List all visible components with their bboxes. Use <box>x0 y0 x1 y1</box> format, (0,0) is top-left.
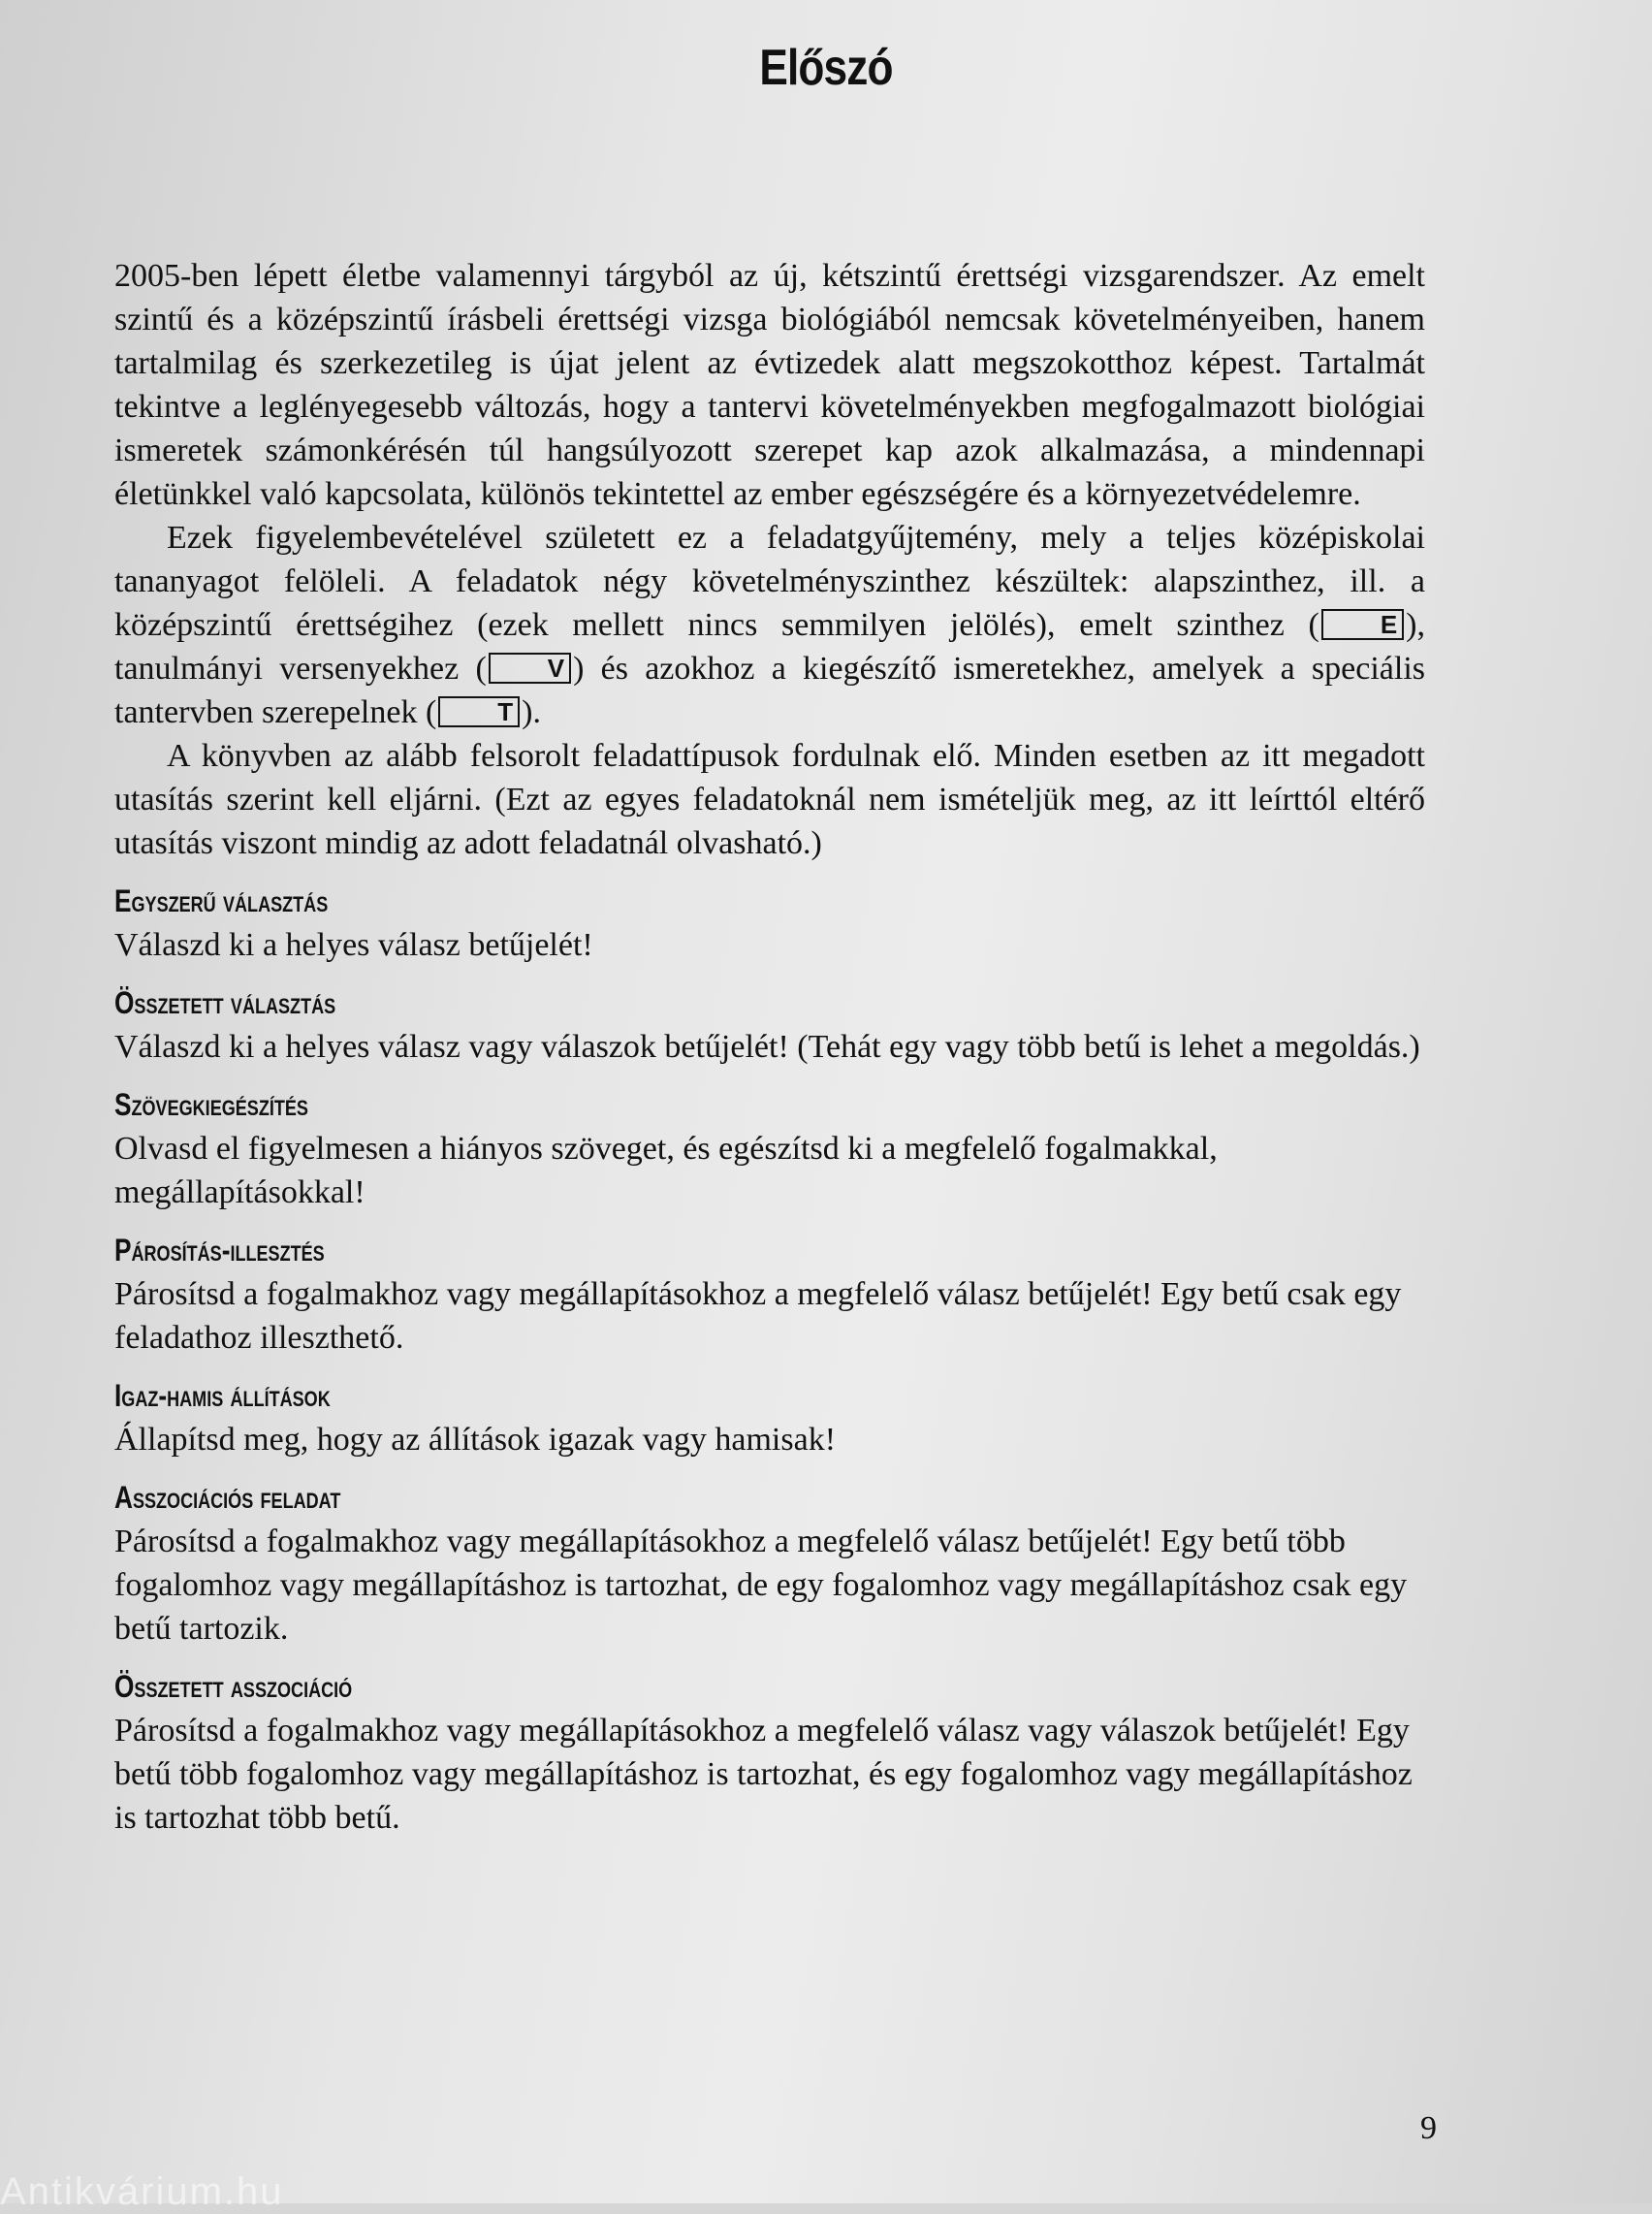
task-type-section <box>114 1230 1425 1360</box>
levels-text-2: ), tanulmányi versenyekhez ( <box>114 607 1425 687</box>
task-type-text: Olvasd el figyelmesen a hiányos szöveget, és egészítsd ki a megfelelő fogalmakkal, megállapításokkal! <box>114 1131 1218 1210</box>
task-type-heading: Asszociációs feladat <box>114 1480 341 1515</box>
levels-paragraph <box>114 516 1425 734</box>
task-type-text: Párosítsd a fogalmakhoz vagy megállapításokhoz a megfelelő válasz betűjelét! Egy betű több fogalomhoz vagy megállapításhoz is tartozhat, de egy fogalomhoz vagy megállapításhoz csak egy betű tartozik. <box>114 1524 1408 1647</box>
task-type-text: Párosítsd a fogalmakhoz vagy megállapításokhoz a megfelelő válasz vagy válaszok betűjelét! Egy betű több fogalomhoz vagy megállapításhoz is tartozhat, és egy fogalomhoz vagy megállapításhoz is tartozhat több betű. <box>114 1713 1413 1836</box>
level-badge-t: T <box>438 696 520 727</box>
task-type-text: Párosítsd a fogalmakhoz vagy megállapításokhoz a megfelelő válasz betűjelét! Egy betű csak egy feladathoz illeszthető. <box>114 1276 1402 1356</box>
instructions-paragraph: A könyvben az alább felsorolt feladattípusok fordulnak elő. Minden esetben az itt megadott utasítás szerint kell eljárni. (Ezt az egyes feladatoknál nem ismételjük meg, az itt leírttól eltérő utasítás viszont mindig az adott feladatnál olvasható.) <box>114 738 1425 861</box>
levels-text-3: ) és azokhoz a kiegészítő ismeretekhez, amelyek a speciális tantervben szerepelnek ( <box>114 651 1425 730</box>
task-type-heading: Párosítás-illesztés <box>114 1233 325 1267</box>
task-type-heading: Összetett választás <box>114 985 336 1020</box>
preface-content <box>114 254 1425 1840</box>
page-number: 9 <box>1420 2110 1437 2146</box>
page-title: Előszó <box>759 40 893 96</box>
task-type-text: Válaszd ki a helyes válasz betűjelét! <box>114 927 593 963</box>
task-type-heading: Összetett asszociáció <box>114 1669 353 1704</box>
levels-text-4: ). <box>522 694 541 730</box>
task-type-section <box>114 1375 1425 1461</box>
task-type-heading: Szövegkiegészítés <box>114 1087 308 1122</box>
task-type-text: Válaszd ki a helyes válasz vagy válaszok betűjelét! (Tehát egy vagy több betű is lehet a megoldás.) <box>114 1029 1420 1065</box>
task-type-text: Állapítsd meg, hogy az állítások igazak vagy hamisak! <box>114 1422 837 1458</box>
levels-text-1: Ezek figyelembevételével született ez a feladatgyűjtemény, mely a teljes középiskolai tananyagot felöleli. A feladatok négy követelményszinthez készültek: alapszinthez, ill. a középszintű érettségihez (ezek mellett nincs semmilyen jelölés), emelt szinthez ( <box>114 520 1425 643</box>
level-badge-v: V <box>489 653 571 684</box>
task-type-heading: Egyszerű választás <box>114 883 329 918</box>
level-badge-e: E <box>1321 609 1404 640</box>
intro-paragraph: 2005-ben lépett életbe valamennyi tárgyból az új, kétszintű érettségi vizsgarendszer. Az emelt szintű és a középszintű írásbeli érettségi vizsga biológiából nemcsak követelményeiben, hanem tartalmilag és szerkezetileg is újat jelent az évtizedek alatt megszokotthoz képest. Tartalmát tekintve a leglényegesebb változás, hogy a tantervi követelményekben megfogalmazott biológiai ismeretek számonkérésén túl hangsúlyozott szerepet kap azok alkalmazása, a mindennapi életünkkel való kapcsolata, különös tekintettel az ember egészségére és a környezetvédelemre. <box>114 258 1425 512</box>
watermark: Antikvárium.hu <box>0 2170 284 2213</box>
task-type-section <box>114 1084 1425 1214</box>
task-type-heading: Igaz-hamis állítások <box>114 1378 331 1413</box>
task-type-section <box>114 1477 1425 1651</box>
task-type-section <box>114 1666 1425 1840</box>
task-type-section <box>114 881 1425 967</box>
task-type-section <box>114 982 1425 1069</box>
